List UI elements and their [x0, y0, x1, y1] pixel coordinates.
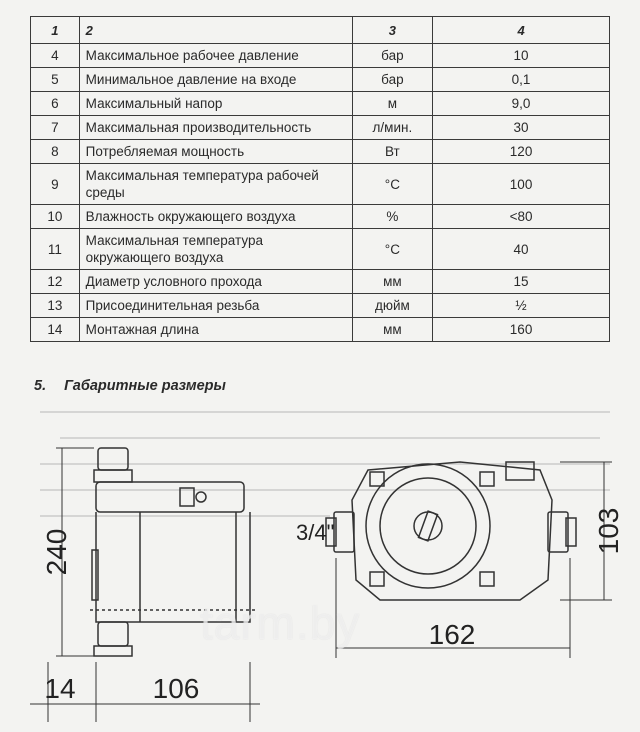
row-number: 8 [31, 140, 80, 164]
bleed-through-text [40, 412, 610, 516]
section-number: 5. [34, 378, 47, 394]
dimension-offset-label: 14 [44, 673, 76, 704]
parameter-name [79, 92, 352, 116]
parameter-name [79, 229, 352, 270]
parameter-name [79, 294, 352, 318]
specifications-body [31, 44, 610, 342]
value: ½ [433, 294, 610, 318]
value: 100 [433, 164, 610, 205]
unit: м [352, 92, 432, 116]
parameter-name [79, 68, 352, 92]
header-col-3: 3 [352, 17, 432, 44]
row-number: 6 [31, 92, 80, 116]
parameter-line: Потребляемая мощность [85, 144, 245, 159]
dimension-drawing [0, 400, 640, 732]
table-row [31, 205, 610, 229]
value: 160 [433, 318, 610, 342]
parameter-line: окружающего воздуха [85, 250, 224, 265]
table-row [31, 116, 610, 140]
dimension-depth-label: 106 [152, 673, 200, 704]
parameter-name [79, 164, 352, 205]
specifications-table [30, 16, 610, 342]
row-number: 13 [31, 294, 80, 318]
table-row [31, 92, 610, 116]
table-row [31, 68, 610, 92]
unit: мм [352, 270, 432, 294]
unit: °С [352, 229, 432, 270]
parameter-line: Максимальный напор [85, 96, 223, 111]
parameter-line: Максимальное рабочее давление [85, 48, 299, 63]
table-row [31, 229, 610, 270]
row-number: 14 [31, 318, 80, 342]
row-number: 11 [31, 229, 80, 270]
unit: % [352, 205, 432, 229]
table-row [31, 44, 610, 68]
table-row [31, 294, 610, 318]
table-row [31, 140, 610, 164]
unit: °С [352, 164, 432, 205]
dimension-width-label: 162 [428, 619, 476, 650]
section-title: Габаритные размеры [64, 378, 226, 394]
parameter-name [79, 140, 352, 164]
row-number: 10 [31, 205, 80, 229]
row-number: 12 [31, 270, 80, 294]
value: <80 [433, 205, 610, 229]
table-header-row [31, 17, 610, 44]
parameter-name [79, 44, 352, 68]
parameter-line: Диаметр условного прохода [85, 274, 262, 289]
header-col-1: 1 [31, 17, 80, 44]
parameter-name [79, 205, 352, 229]
parameter-line: среды [85, 185, 125, 200]
header-col-2: 2 [79, 17, 352, 44]
unit: бар [352, 68, 432, 92]
row-number: 7 [31, 116, 80, 140]
dimension-height-label: 240 [41, 528, 72, 576]
row-number: 4 [31, 44, 80, 68]
row-number: 5 [31, 68, 80, 92]
table-row [31, 318, 610, 342]
value: 10 [433, 44, 610, 68]
parameter-line: Максимальная температура рабочей [85, 168, 319, 183]
watermark: tarm.by [200, 597, 361, 649]
parameter-line: Максимальная производительность [85, 120, 312, 135]
dimension-body-height-label: 103 [593, 507, 624, 555]
unit: л/мин. [352, 116, 432, 140]
unit: бар [352, 44, 432, 68]
table-row [31, 164, 610, 205]
parameter-line: Минимальное давление на входе [85, 72, 297, 87]
table-row [31, 270, 610, 294]
value: 30 [433, 116, 610, 140]
unit: дюйм [352, 294, 432, 318]
parameter-line: Максимальная температура [85, 233, 263, 248]
value: 40 [433, 229, 610, 270]
value: 15 [433, 270, 610, 294]
parameter-name [79, 116, 352, 140]
pump-front-view [326, 462, 576, 600]
parameter-name [79, 270, 352, 294]
parameter-line: Присоединительная резьба [85, 298, 260, 313]
header-col-4: 4 [433, 17, 610, 44]
unit: Вт [352, 140, 432, 164]
unit: мм [352, 318, 432, 342]
value: 0,1 [433, 68, 610, 92]
row-number: 9 [31, 164, 80, 205]
parameter-name [79, 318, 352, 342]
dimension-thread-label: 3/4" [296, 520, 335, 545]
section-heading [34, 378, 226, 394]
value: 9,0 [433, 92, 610, 116]
parameter-line: Монтажная длина [85, 322, 199, 337]
parameter-line: Влажность окружающего воздуха [85, 209, 296, 224]
value: 120 [433, 140, 610, 164]
